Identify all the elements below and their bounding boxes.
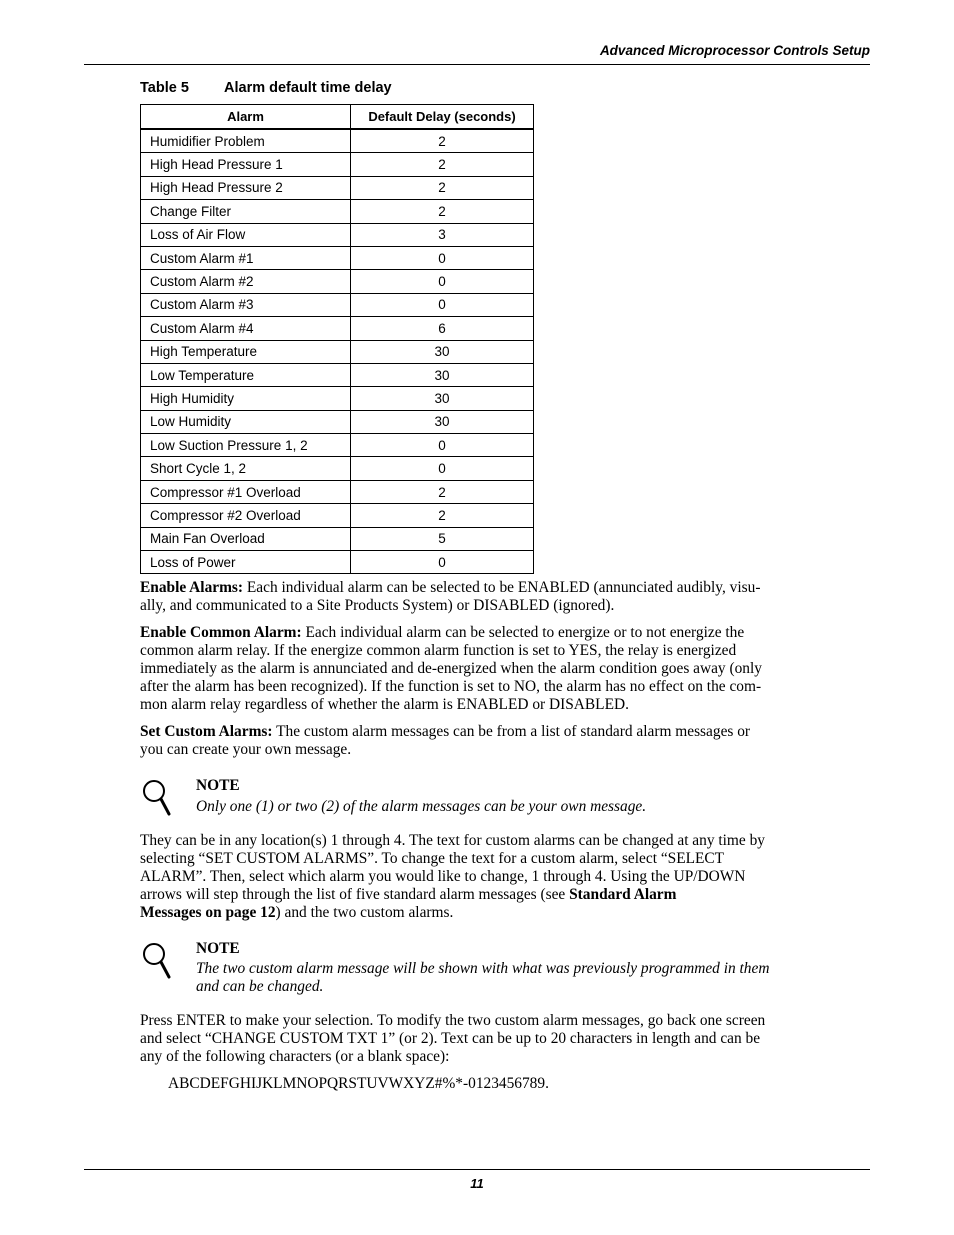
delay-value-cell: 30: [351, 363, 534, 386]
paragraph-press-enter: [140, 1012, 870, 1066]
delay-value-cell: 0: [351, 270, 534, 293]
term-enable-alarms: Enable Alarms:: [140, 579, 244, 596]
note-text: [196, 798, 868, 816]
text-line: The two custom alarm message will be shown with what was previously programmed in them: [196, 960, 770, 977]
table-row: [141, 410, 534, 433]
alarm-name-cell: Custom Alarm #3: [141, 293, 351, 316]
alarm-delay-table: [140, 104, 534, 574]
alarm-name-cell: Custom Alarm #1: [141, 246, 351, 269]
table-body: [141, 129, 534, 574]
alarm-name-cell: Humidifier Problem: [141, 129, 351, 153]
table-row: [141, 527, 534, 550]
text-line: you can create your own message.: [140, 741, 352, 758]
delay-value-cell: 3: [351, 223, 534, 246]
table-row: [141, 504, 534, 527]
table-row: [141, 340, 534, 363]
table-row: [141, 457, 534, 480]
table-header-row: [141, 105, 534, 130]
text-line: and can be changed.: [196, 978, 324, 995]
text-line: They can be in any location(s) 1 through 4. The text for custom alarms can be changed at any time by: [140, 832, 765, 849]
delay-value-cell: 0: [351, 457, 534, 480]
text-line: common alarm relay. If the energize common alarm function is set to YES, the relay is energized: [140, 642, 737, 659]
delay-value-cell: 2: [351, 153, 534, 176]
delay-value-cell: 30: [351, 387, 534, 410]
delay-value-cell: 2: [351, 200, 534, 223]
text-line: ) and the two custom alarms.: [275, 904, 454, 921]
table-row: [141, 223, 534, 246]
table-caption-title: Alarm default time delay: [224, 80, 392, 96]
delay-value-cell: 2: [351, 504, 534, 527]
footer-rule: [84, 1169, 870, 1170]
magnifier-icon: [140, 778, 174, 818]
delay-value-cell: 30: [351, 410, 534, 433]
column-header-alarm: Alarm: [141, 105, 351, 130]
term-enable-common-alarm: Enable Common Alarm:: [140, 624, 302, 641]
paragraph-custom-location: [140, 832, 870, 922]
alarm-name-cell: Custom Alarm #2: [141, 270, 351, 293]
text-line: after the alarm has been recognized). If the function is set to NO, the alarm has no effect on the com-: [140, 678, 762, 695]
text-line: The custom alarm messages can be from a list of standard alarm messages or: [272, 723, 751, 740]
text-line: immediately as the alarm is annunciated and de-energized when the alarm condition goes away (only: [140, 660, 762, 677]
table-row: [141, 551, 534, 574]
alarm-name-cell: High Temperature: [141, 340, 351, 363]
text-line: Each individual alarm can be selected to be ENABLED (annunciated audibly, visu-: [243, 579, 761, 596]
table-row: [141, 434, 534, 457]
delay-value-cell: 0: [351, 246, 534, 269]
table-row: [141, 363, 534, 386]
magnifier-icon: [140, 941, 174, 981]
alarm-name-cell: Compressor #1 Overload: [141, 480, 351, 503]
delay-value-cell: 2: [351, 480, 534, 503]
text-line: Each individual alarm can be selected to energize or to not energize the: [301, 624, 745, 641]
table-row: [141, 317, 534, 340]
delay-value-cell: 2: [351, 129, 534, 153]
alarm-name-cell: Short Cycle 1, 2: [141, 457, 351, 480]
alarm-name-cell: Loss of Power: [141, 551, 351, 574]
table-row: [141, 129, 534, 153]
alarm-name-cell: Change Filter: [141, 200, 351, 223]
table-caption: [140, 80, 392, 96]
text-line: Only one (1) or two (2) of the alarm messages can be your own message.: [196, 798, 647, 815]
column-header-delay: Default Delay (seconds): [351, 105, 534, 130]
page-header-title: Advanced Microprocessor Controls Setup: [599, 43, 870, 58]
delay-value-cell: 0: [351, 293, 534, 316]
alarm-name-cell: Low Humidity: [141, 410, 351, 433]
alarm-name-cell: Low Temperature: [141, 363, 351, 386]
table-row: [141, 480, 534, 503]
text-line: and select “CHANGE CUSTOM TXT 1” (or 2). Text can be up to 20 characters in length and can be: [140, 1030, 761, 1047]
delay-value-cell: 30: [351, 340, 534, 363]
text-line: ALARM”. Then, select which alarm you would like to change, 1 through 4. Using the UP/DOWN: [140, 868, 746, 885]
allowed-characters: ABCDEFGHIJKLMNOPQRSTUVWXYZ#%*-0123456789.: [168, 1075, 549, 1092]
text-line: mon alarm relay regardless of whether the alarm is ENABLED or DISABLED.: [140, 696, 629, 713]
paragraph-enable-common-alarm: [140, 624, 870, 714]
paragraph-set-custom-alarms: [140, 723, 870, 759]
delay-value-cell: 2: [351, 176, 534, 199]
table-row: [141, 387, 534, 410]
text-line: any of the following characters (or a blank space):: [140, 1048, 450, 1065]
delay-value-cell: 5: [351, 527, 534, 550]
alarm-name-cell: High Head Pressure 2: [141, 176, 351, 199]
table-row: [141, 200, 534, 223]
table-row: [141, 176, 534, 199]
table-row: [141, 293, 534, 316]
note-heading: NOTE: [196, 777, 240, 794]
note-text: [196, 960, 868, 996]
paragraph-enable-alarms: [140, 579, 870, 615]
table-caption-number: Table 5: [140, 80, 189, 96]
text-line: arrows will step through the list of five standard alarm messages (see: [140, 886, 570, 903]
alarm-name-cell: Low Suction Pressure 1, 2: [141, 434, 351, 457]
table-row: [141, 246, 534, 269]
text-line: Press ENTER to make your selection. To modify the two custom alarm messages, go back one screen: [140, 1012, 766, 1029]
alarm-name-cell: High Head Pressure 1: [141, 153, 351, 176]
text-line: ally, and communicated to a Site Products System) or DISABLED (ignored).: [140, 597, 615, 614]
alarm-name-cell: Loss of Air Flow: [141, 223, 351, 246]
cross-reference-link[interactable]: Messages on page 12: [140, 904, 276, 921]
delay-value-cell: 0: [351, 551, 534, 574]
header-rule: [84, 64, 870, 65]
table-row: [141, 153, 534, 176]
alarm-name-cell: Custom Alarm #4: [141, 317, 351, 340]
alarm-name-cell: Main Fan Overload: [141, 527, 351, 550]
table-row: [141, 270, 534, 293]
delay-value-cell: 6: [351, 317, 534, 340]
alarm-name-cell: Compressor #2 Overload: [141, 504, 351, 527]
page-number: 11: [470, 1176, 484, 1191]
term-set-custom-alarms: Set Custom Alarms:: [140, 723, 273, 740]
note-heading: NOTE: [196, 940, 240, 957]
text-line: selecting “SET CUSTOM ALARMS”. To change the text for a custom alarm, select “SELECT: [140, 850, 725, 867]
cross-reference-link[interactable]: Standard Alarm: [569, 886, 677, 903]
alarm-name-cell: High Humidity: [141, 387, 351, 410]
delay-value-cell: 0: [351, 434, 534, 457]
